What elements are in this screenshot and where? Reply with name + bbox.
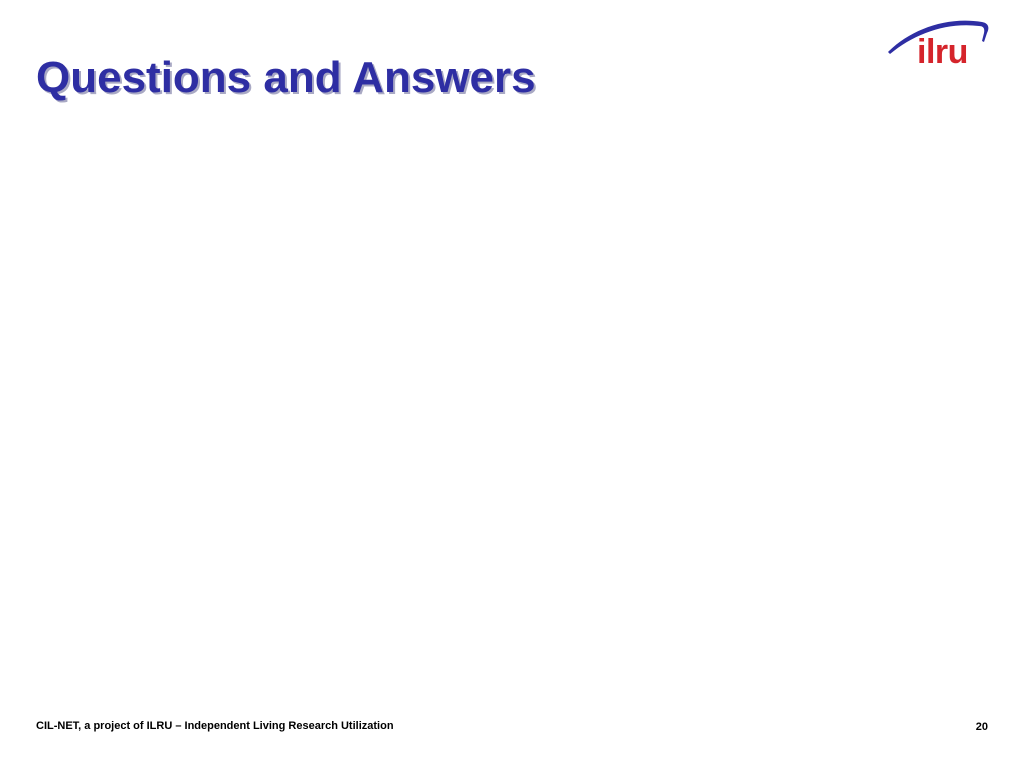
logo-wordmark: ilru — [917, 33, 968, 71]
footer-text: CIL-NET, a project of ILRU – Independent Living Research Utilization — [36, 720, 394, 732]
ilru-logo — [884, 14, 994, 74]
slide-title: Questions and Answers — [36, 53, 536, 102]
page-number: 20 — [975, 721, 988, 733]
